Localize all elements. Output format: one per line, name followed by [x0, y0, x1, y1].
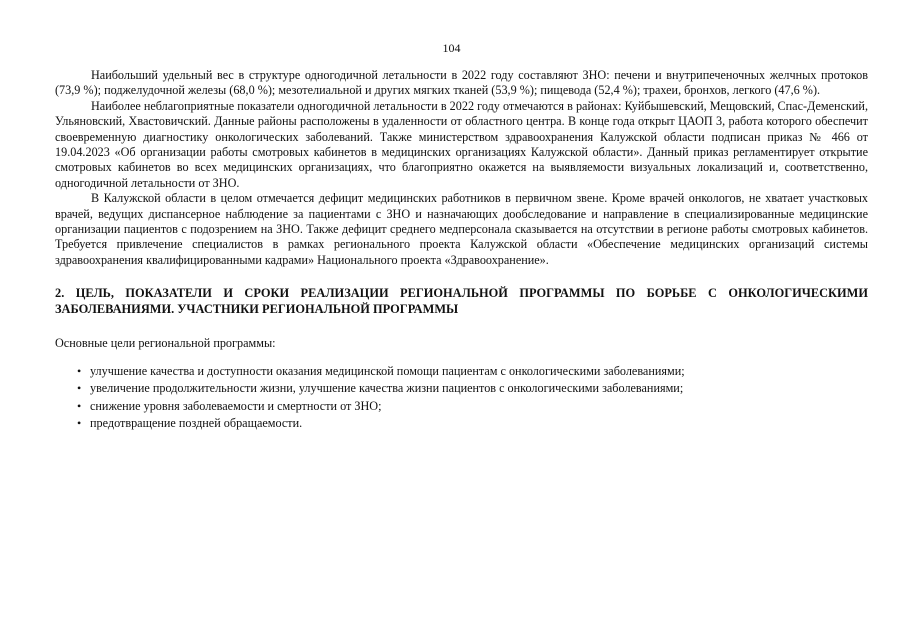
list-item [55, 399, 868, 414]
goal-text: увеличение продолжительности жизни, улучшение качества жизни пациентов с онкологическими заболеваниями; [90, 381, 684, 396]
bullet-icon: • [77, 381, 82, 396]
goal-text: улучшение качества и доступности оказания медицинской помощи пациентам с онкологическими заболеваниями; [90, 363, 685, 378]
bullet-icon: • [77, 398, 82, 413]
bullet-icon: • [77, 363, 82, 378]
goals-intro: Основные цели региональной программы: [55, 336, 276, 351]
paragraph-staff-shortage: В Калужской области в целом отмечается дефицит медицинских работников в первичном звене. Кроме врачей онкологов, не хватает участковых врачей, ведущих диспансерное наблюдение за пациентами с ЗНО и назначающих дообследование и направление в специализированные медицинские организации пациентов с подозрением на ЗНО. Также дефицит среднего медперсонала сказывается на отсутствии в регионе работы смотровых кабинетов. Требуется привлечение специалистов в рамках регионального проекта Калужской области «Обеспечение медицинских организаций системы здравоохранения квалифицированными кадрами» Национального проекта «Здравоохранение». [55, 191, 868, 267]
section-heading: 2. ЦЕЛЬ, ПОКАЗАТЕЛИ И СРОКИ РЕАЛИЗАЦИИ РЕГИОНАЛЬНОЙ ПРОГРАММЫ ПО БОРЬБЕ С ОНКОЛОГИЧЕСКИМИ ЗАБОЛЕВАНИЯМИ. УЧАСТНИКИ РЕГИОНАЛЬНОЙ ПРОГРАММЫ [55, 286, 868, 316]
goal-text: предотвращение поздней обращаемости. [90, 416, 303, 431]
document-body [55, 68, 868, 434]
goals-list [55, 364, 868, 432]
paragraph-mortality-structure: Наибольший удельный вес в структуре одногодичной летальности в 2022 году составляют ЗНО: печени и внутрипеченочных желчных протоков (73,9 %); поджелудочной железы (68,0 %); мезотелиальной и других мягких тканей (53,9 %); пищевода (52,4 %); трахеи, бронхов, легкого (47,6 %). [55, 68, 868, 98]
list-item [55, 381, 868, 396]
list-item [55, 364, 868, 379]
goal-text: снижение уровня заболеваемости и смертности от ЗНО; [90, 398, 382, 413]
paragraph-unfavorable-districts: Наиболее неблагоприятные показатели одногодичной летальности в 2022 году отмечаются в районах: Куйбышевский, Мещовский, Спас-Деменский, Ульяновский, Хвастовичский. Данные районы расположены в удаленности от областного центра. В конце года открыт ЦАОП 3, работа которого обеспечит своевременную диагностику онкологических заболеваний. Также министерством здравоохранения Калужской области подписан приказ № 466 от 19.04.2023 «Об организации работы смотровых кабинетов в медицинских организациях Калужской области». Данный приказ регламентирует открытие смотровых кабинетов во всех медицинских организациях, что благоприятно окажется на выявляемости визуальных локализаций и, соответственно, одногодичной летальности от ЗНО. [55, 98, 868, 190]
bullet-icon: • [77, 416, 82, 431]
list-item [55, 416, 868, 431]
page-number: 104 [442, 41, 461, 55]
